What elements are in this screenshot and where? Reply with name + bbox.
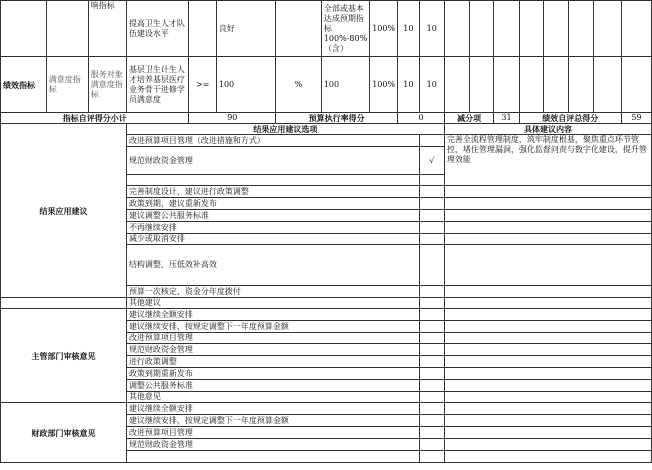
deduct-value: 31 [494, 113, 519, 124]
full-score: 10 [398, 1, 420, 57]
dept-option: 建议继续全额安排 [126, 309, 419, 321]
actual-value: 100 [321, 57, 369, 113]
weight-pct: 100% [370, 57, 398, 113]
result-option-row [1, 298, 652, 309]
budget-rate-value: 0 [398, 113, 445, 124]
level1-label: 绩效指标 [1, 57, 47, 113]
target-value: 良好 [216, 1, 275, 57]
dept-option: 调整公共服务标准 [126, 380, 419, 392]
dept-option: 政策到期重新发布 [126, 368, 419, 380]
finance-option: 建议继续全额安排 [126, 403, 419, 415]
results-options-header: 结果应用建议选项 [126, 124, 444, 135]
result-option: 其他建议 [126, 298, 419, 309]
full-score: 10 [398, 57, 420, 113]
detail-text: 完善全流程管理制度，筑牢制度根基，聚焦重点环节管控，堵住管理漏洞，强化监督问责与数字化建设，提升管理效能 [444, 135, 651, 186]
total-label: 绩效自评总得分 [519, 113, 621, 124]
finance-option: 规范财政资金管理 [126, 439, 419, 451]
indicator-row-b [1, 57, 652, 113]
results-header-row [1, 124, 652, 135]
result-option: 减少或取消安排 [126, 234, 419, 245]
dept-option: 其他意见 [126, 392, 419, 403]
deduct-label: 减分项 [444, 113, 493, 124]
indicator-name: 提高卫生人才队伍建设水平 [126, 1, 189, 57]
finance-option: 改进预算项目管理 [126, 427, 419, 439]
budget-rate-label: 预算执行率得分 [276, 113, 398, 124]
target-value: 100 [216, 57, 275, 113]
weight-pct: 100% [370, 1, 398, 57]
got-score: 10 [419, 1, 444, 57]
results-section-label: 结果应用建议 [1, 124, 127, 298]
dept-option: 改进预算项目管理 [126, 333, 419, 344]
operator: >= [189, 57, 216, 113]
level1-cell-empty [1, 1, 47, 57]
unit: % [276, 57, 322, 113]
result-option: 规范财政资金管理 [126, 147, 419, 175]
total-value: 59 [621, 113, 651, 124]
result-option: 完善制度设计，建议进行政策调整 [126, 186, 419, 198]
finance-option: 建议继续安排，按规定调整下一年度预算金额 [126, 415, 419, 427]
level3-label: 响指标 [88, 1, 126, 57]
dept-option: 规范财政资金管理 [126, 344, 419, 356]
dept-option-row [1, 309, 652, 321]
level3-label: 服务对象满意度指标 [88, 57, 126, 113]
indicator-row-a [1, 1, 652, 57]
summary-row [1, 113, 652, 124]
dept-section-label: 主管部门审核意见 [1, 309, 127, 403]
checkmark: √ [419, 147, 444, 175]
result-option: 预算一次核定、资金分年度拨付 [126, 286, 419, 298]
level2-label: 满意度指标 [46, 57, 88, 113]
dept-option: 建议继续安排，按规定调整下一年度预算金额 [126, 321, 419, 333]
level2-cell-empty [46, 1, 88, 57]
subtotal-label: 指标自评得分小计 [1, 113, 189, 124]
result-option: 政策到期，建议重新发布 [126, 198, 419, 210]
result-option: 建议调整公共服务标准 [126, 210, 419, 222]
scoring-standard: 全部或基本达成预期指标100%-80%（含） [321, 1, 369, 57]
subtotal-value: 90 [189, 113, 276, 124]
finance-section-label: 财政部门审核意见 [1, 403, 127, 463]
dept-option: 进行政策调整 [126, 356, 419, 368]
result-option: 结构调整，压低效补高效 [126, 245, 419, 286]
result-option: 改进预算项目管理（改进措施和方式） [126, 135, 419, 147]
results-detail-header: 具体建议内容 [444, 124, 651, 135]
finance-option-row [1, 403, 652, 415]
indicator-name: 基层卫生计生人才培养基层医疗业务骨干进修学员满意度 [126, 57, 189, 113]
got-score: 10 [419, 57, 444, 113]
result-option: 不再继续安排 [126, 222, 419, 234]
